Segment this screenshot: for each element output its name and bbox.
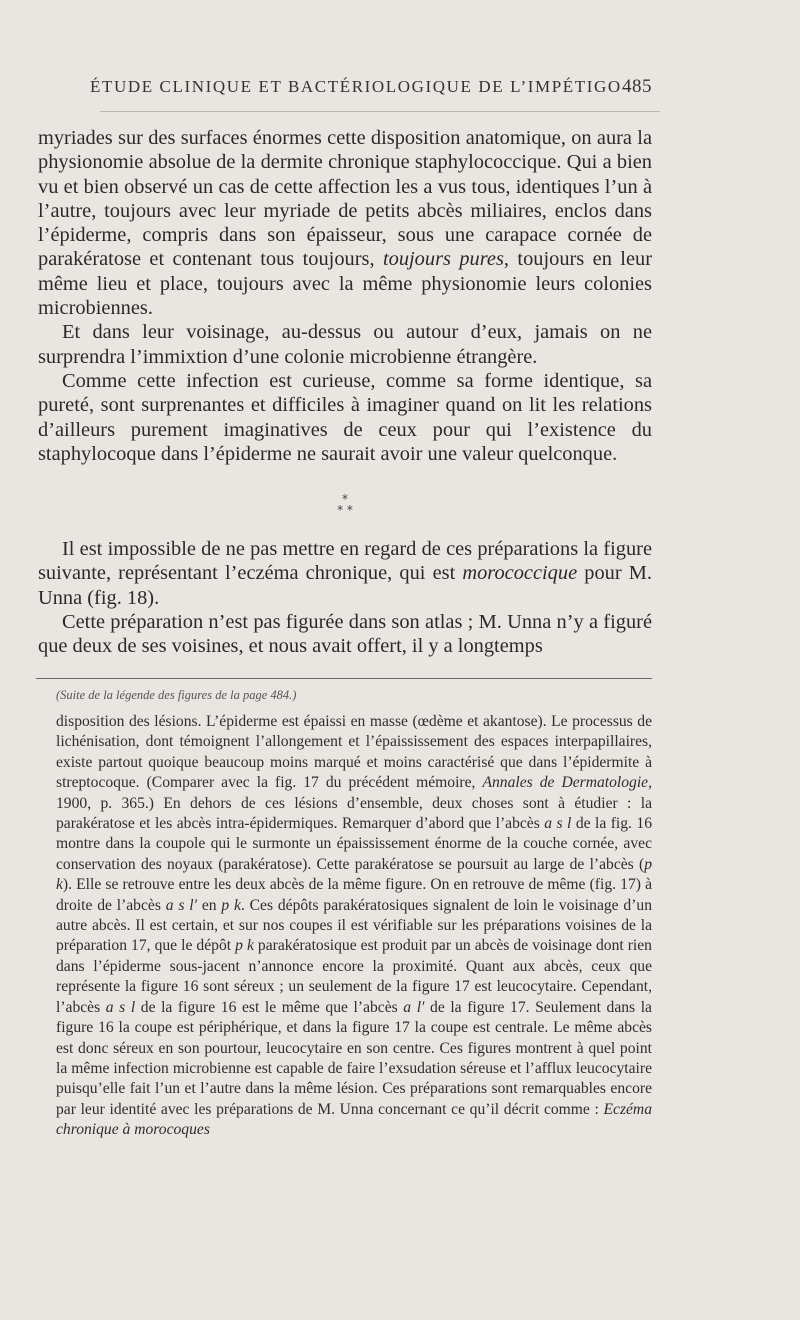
paragraph-4-text: Il est impossible de ne pas mettre en regard de ces préparations la figure suivante, représentant l’eczéma chronique, qui est <box>38 538 652 585</box>
fn-label-al-prime: a l′ <box>403 998 425 1016</box>
figure-legend-continuation <box>56 712 652 1141</box>
asterism-bottom: * * <box>337 503 353 517</box>
section-asterism <box>0 494 690 516</box>
fn-text-3: de la fig. 16 montre dans la coupole qui le surmonte un épaississement énorme de la couche cornée, avec conservation des noyaux (parakératose). Cette parakératose se poursuit au large de l’abcès ( <box>56 815 653 873</box>
fn-eczema-title: Eczéma chronique à morocoques <box>56 1100 652 1139</box>
asterism-top: * <box>342 492 348 506</box>
fn-text-6: parakératosique est produit par un abcès de voisinage dont rien dans l’épiderme sous-jacent n’annonce encore la proximité. Quant aux abcès, ceux que représente la figure 16 sont séreux ; un seulement de la figure 17 est leucocytaire. Cependant, l’abcès <box>56 937 652 1016</box>
fn-text-8: de la figure 17. Seulement dans la figure 16 la coupe est périphérique, et dans la figure 17 la coupe est centrale. Le même abcès est donc séreux en son pourtour, leucocytaire en son centre. Ces figures montrent à quel point la même infection microbienne est capable de faire l’exsudation séreuse et l’afflux leucocytaire puisqu’elle fait l’un et l’autre dans la même lésion. Ces préparations sont remarquables encore par leur identité avec les préparations de M. Unna concernant ce qu’il décrit comme : <box>56 998 652 1118</box>
fn-label-asl: a s l <box>544 815 572 833</box>
fn-text-7: de la figure 16 est le même que l’abcès <box>135 998 404 1016</box>
fn-label-pk-3: p k <box>235 937 254 955</box>
fn-label-pk-2: p k <box>221 896 241 914</box>
paragraph-1-end: , toujours en leur même lieu et place, toujours avec la même physionomie leurs colonies microbiennes. <box>38 248 652 320</box>
paragraph-2: Et dans leur voisinage, au-dessus ou autour d’eux, jamais on ne surprendra l’immixtion d’une colonie microbienne étrangère. <box>38 321 652 368</box>
paragraph-3: Comme cette infection est curieuse, comme sa forme identique, sa pureté, sont surprenantes et difficiles à imaginer quand on lit les relations d’ailleurs purement imaginatives de ceux pour qui l’existence du staphylocoque dans l’épiderme ne saurait avoir une valeur quelconque. <box>38 369 652 465</box>
fn-text-4: ). Elle se retrouve entre les deux abcès de la même figure. On en retrouve de même (fig. 17) à droite de l’abcès <box>56 876 652 914</box>
fn-text-5: . Ces dépôts parakératosiques signalent de loin le voisinage d’un autre abcès. Il est certain, et sur nos coupes il est vérifiable sur les préparations voisines de la préparation 17, que le dépôt <box>56 896 653 955</box>
running-head <box>90 76 652 98</box>
paragraph-1-text: myriades sur des surfaces énormes cette disposition anatomique, on aura la physionomie absolue de la dermite chronique staphylococcique. Qui a bien vu et bien observé un cas de cette affection les a vus tous, identiques l’un à l’autre, toujours avec leur myriade de petits abcès miliaires, enclos dans l’épiderme, compris dans son épaisseur, sous une carapace cornée de parakératose et contenant tous toujours, <box>38 127 652 271</box>
page-number: 485 <box>622 76 652 97</box>
paragraph-5: Cette préparation n’est pas figurée dans son atlas ; M. Unna n’y a figuré que deux de ses voisines, et nous avait offert, il y a longtemps <box>38 610 652 658</box>
paragraph-4-emphasis: morococcique <box>462 562 578 585</box>
fn-label-asl-2: a s l <box>105 998 136 1016</box>
main-text <box>38 126 652 466</box>
footnote-rule <box>36 678 652 679</box>
fn-label-asl-prime: a s l′ <box>165 896 197 914</box>
paragraph-1-emphasis: toujours pures <box>382 248 504 271</box>
fn-text-2: , 1900, p. 365.) En dehors de ces lésions d’ensemble, deux choses sont à étudier : la parakératose et les abcès intra-épidermiques. Remarquer d’abord que l’abcès <box>56 774 652 833</box>
fn-text-4b: en <box>197 896 222 914</box>
paragraph-4 <box>38 537 652 610</box>
main-text-continued <box>38 537 652 658</box>
fn-label-pk-1: p k <box>56 855 652 894</box>
running-title: ÉTUDE CLINIQUE ET BACTÉRIOLOGIQUE DE L’IMPÉTIGO <box>90 77 622 96</box>
paragraph-4-end: pour M. Unna (fig. 18). <box>38 562 652 609</box>
fn-text-1: disposition des lésions. L’épiderme est épaissi en masse (œdème et akantose). Le processus de lichénisation, dont témoignent l’allongement et l’épaississement des espaces interpapillaires, existe partout quoique beaucoup moins marqué et moins caractérisé que dans l’épidermite à streptocoque. (Comparer avec la fig. 17 du précédent mémoire, <box>56 713 652 792</box>
header-rule <box>100 111 660 112</box>
fn-journal-title: Annales de Dermatologie <box>482 774 649 792</box>
paragraph-1 <box>38 126 652 320</box>
footnote-heading: (Suite de la légende des figures de la page 484.) <box>56 688 297 702</box>
footnote-paragraph <box>56 712 652 1141</box>
